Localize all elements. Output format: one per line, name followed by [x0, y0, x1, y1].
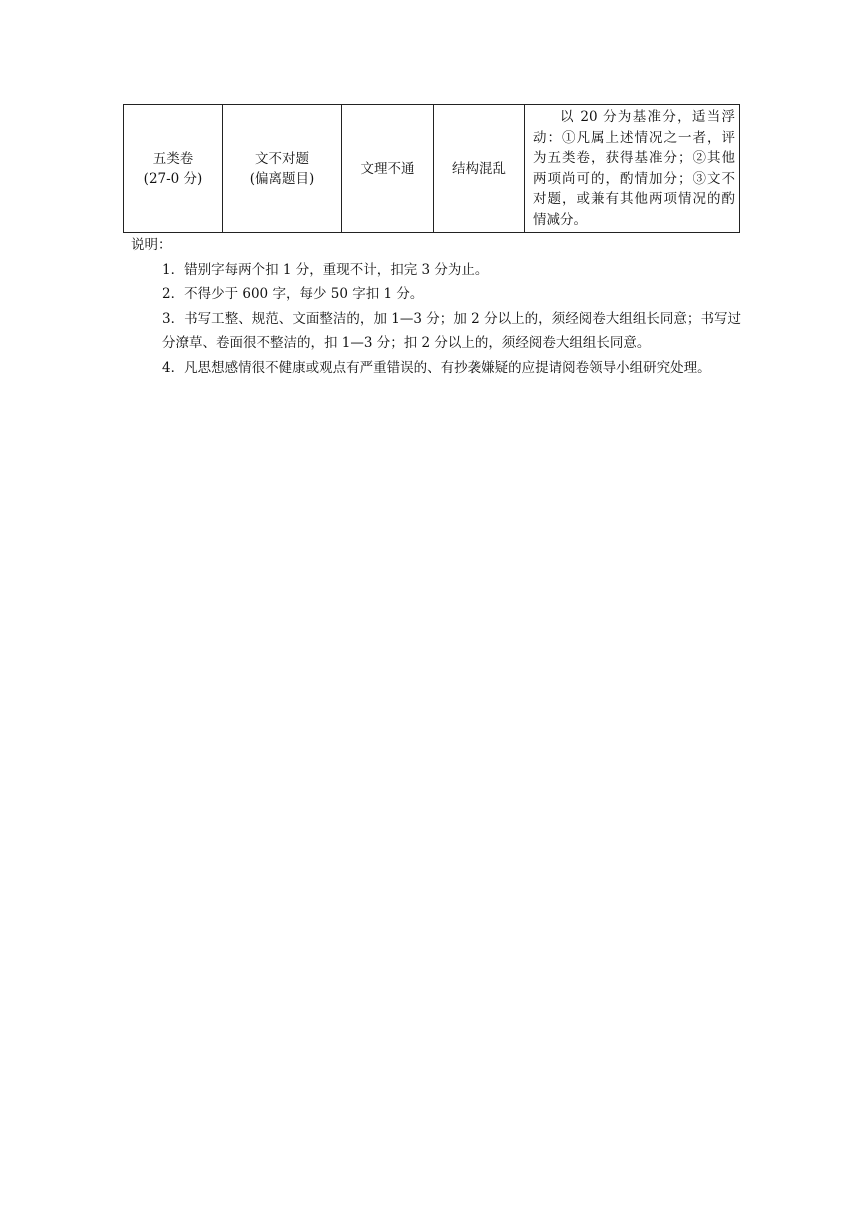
remark-text: 以 20 分为基准分，适当浮动：①凡属上述情况之一者，评为五类卷，获得基准分；②其他两项尚可的，酌情加分；③文不对题，或兼有其他两项情况的酌情减分。 — [533, 109, 735, 228]
grading-table — [123, 104, 740, 233]
note-item-1: 1．错别字每两个扣 1 分，重现不计，扣完 3 分为止。 — [162, 261, 489, 278]
notes-section — [131, 233, 741, 380]
note-item-4: 4．凡思想感情很不健康或观点有严重错误的、有抄袭嫌疑的应提请阅卷领导小组研究处理。 — [162, 359, 711, 376]
grade-cell — [124, 105, 223, 233]
table-row — [124, 105, 740, 233]
note-item-2: 2．不得少于 600 字，每少 50 字扣 1 分。 — [162, 286, 424, 302]
grade-range: (27-0 分) — [143, 170, 203, 187]
grade-name: 五类卷 — [152, 150, 194, 167]
notes-heading: 说明： — [131, 237, 172, 253]
expression-text: 文理不通 — [360, 160, 415, 177]
expression-cell — [342, 105, 434, 233]
content-sub: (偏离题目) — [249, 170, 315, 187]
content-main: 文不对题 — [255, 150, 309, 167]
structure-cell — [434, 105, 525, 233]
content-cell — [223, 105, 342, 233]
note-item-3: 3．书写工整、规范、文面整洁的，加 1—3 分；加 2 分以上的，须经阅卷大组组长同意；书写过分潦草、卷面很不整洁的，扣 1—3 分；扣 2 分以上的，须经阅卷大组组长同意。 — [162, 310, 741, 351]
remark-cell — [525, 105, 740, 233]
structure-text: 结构混乱 — [452, 160, 506, 177]
